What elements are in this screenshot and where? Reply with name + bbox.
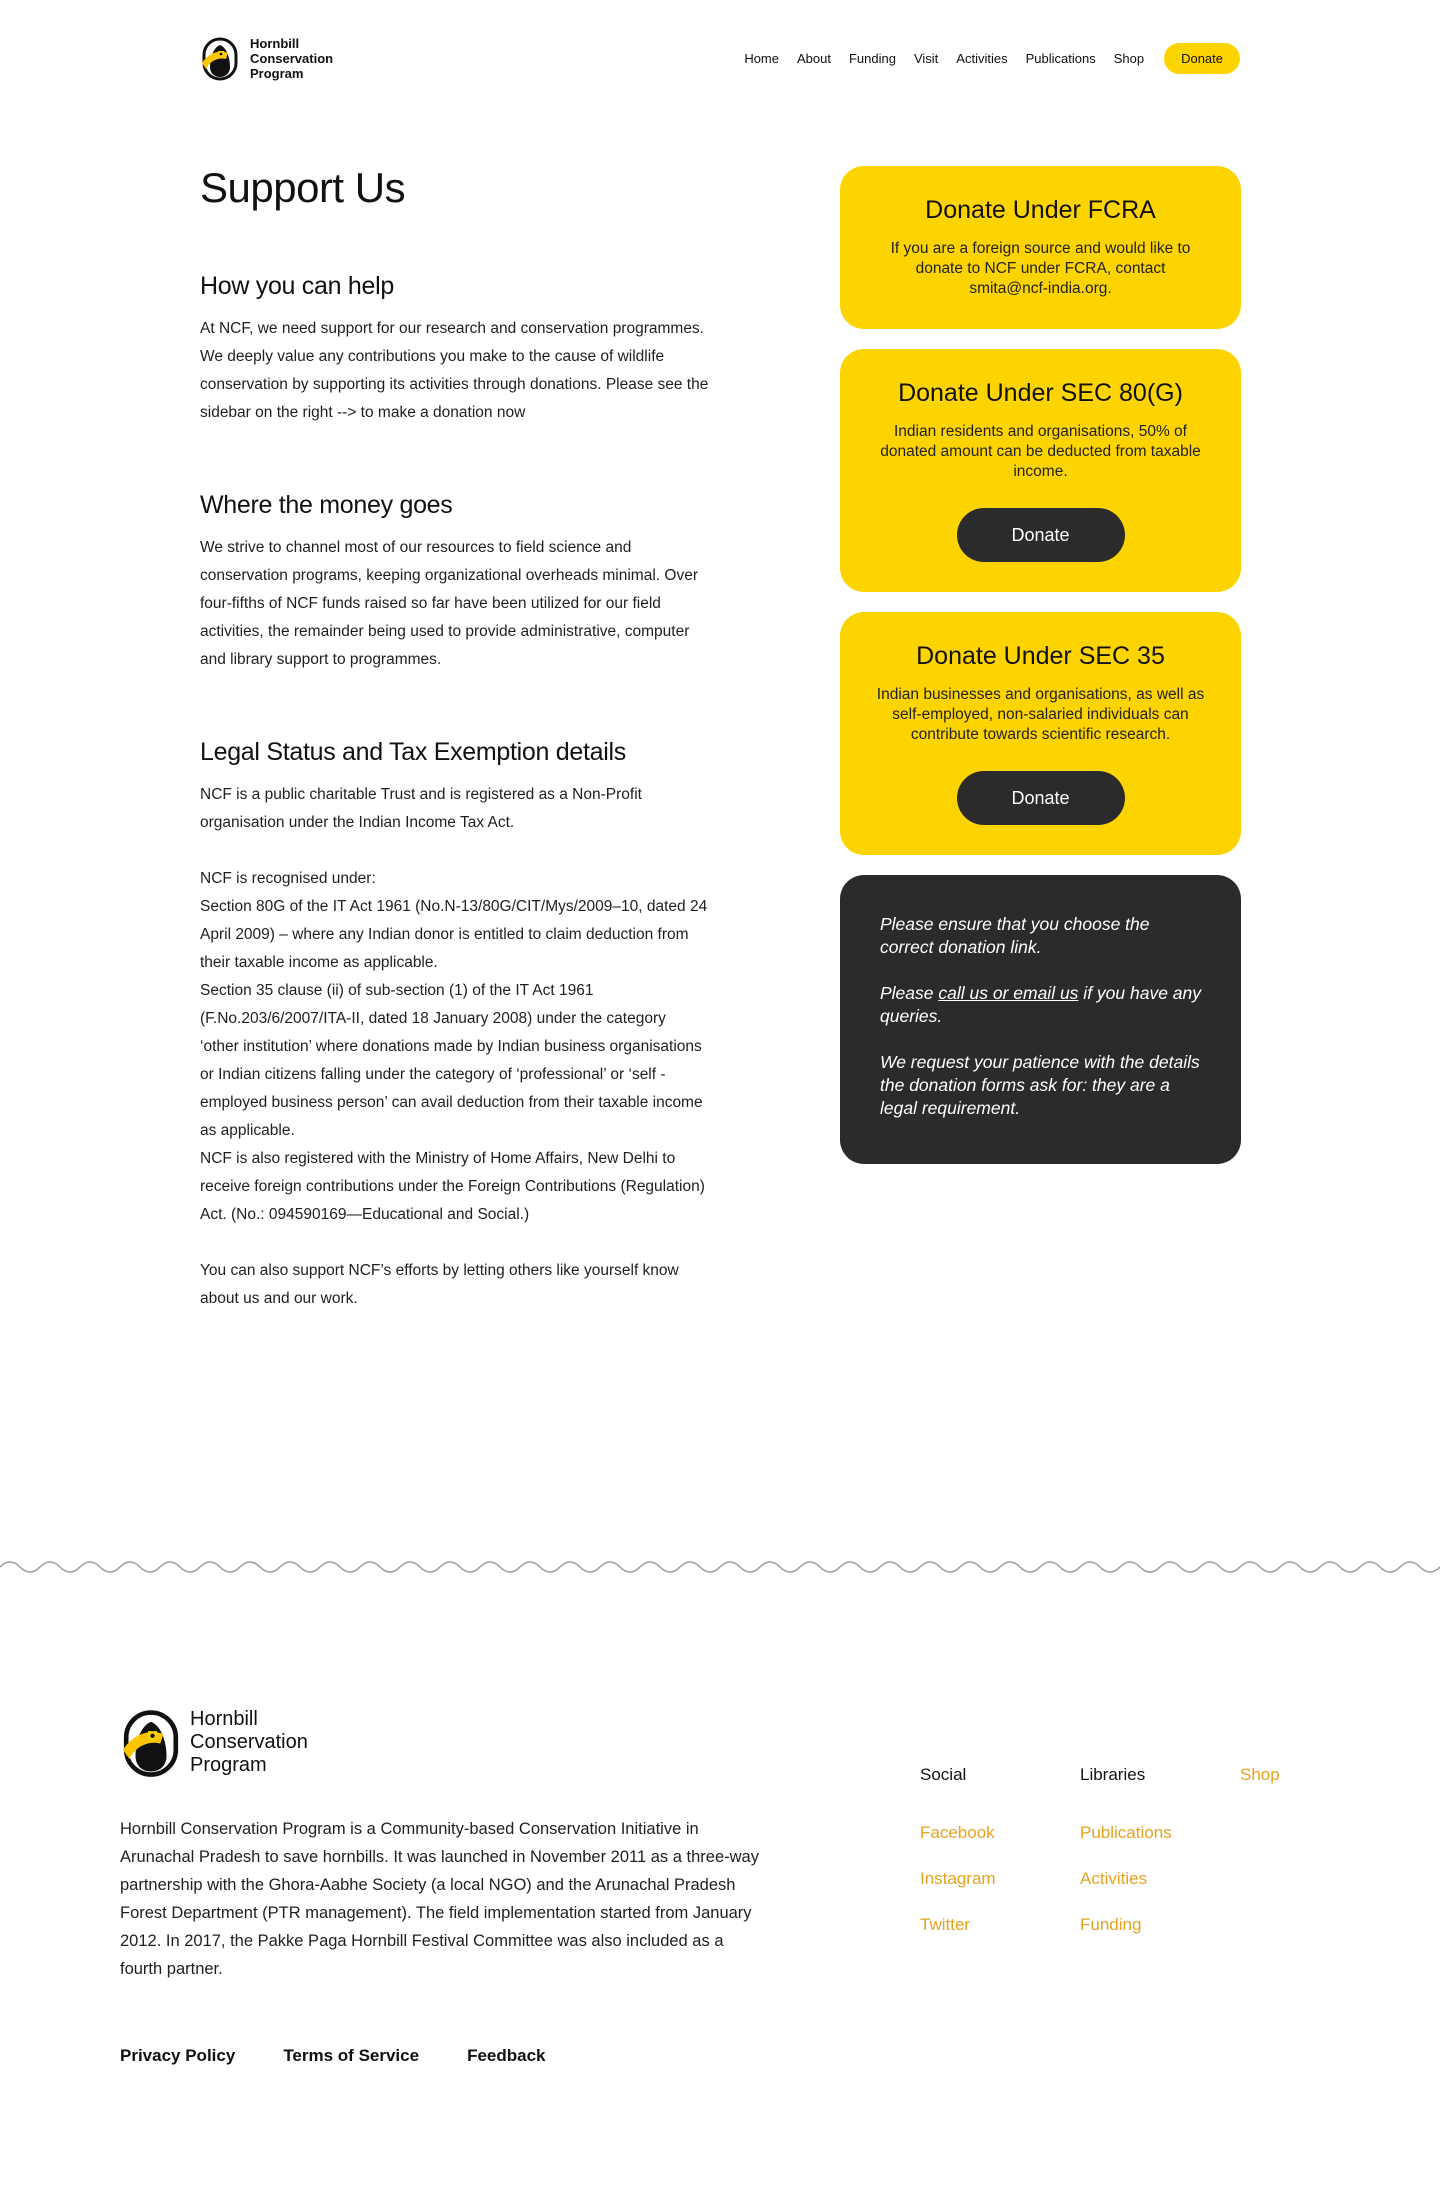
card-text: Indian residents and organisations, 50% of donated amount can be deducted from taxable income. xyxy=(880,423,1201,480)
footer-description: Hornbill Conservation Program is a Community-based Conservation Initiative in Arunachal Pradesh to save hornbills. It was launched in November 2011 as a three-way partnership with the Ghora-Aabhe Society (a local NGO) and the Arunachal Pradesh Forest Department (PTR management). The field implementation started from January 2012. In 2017, the Pakke Paga Hornbill Festival Committee was also included as a fourth partner. xyxy=(120,1820,759,1978)
section-body: NCF is a public charitable Trust and is registered as a Non-Profit organisation under the Indian Income Tax Act. NCF is recognised under: Section 80G of the IT Act 1961 (No.N-13/80G/CIT/Mys/2009–10, dated 24 April 2009) – where any Indian donor is entitled to claim deduction from their taxable income as applicable. Section 35 clause (ii) of sub-section (1) of the IT Act 1961 (F.No.203/6/2007/ITA-II, dated 18 January 2008) under the category ‘other institution’ where donations made by Indian business organisations or Indian citizens falling under the category of ‘professional’ or ‘self - employed business person’ can avail deduction from their taxable income as applicable. NCF is also registered with the Ministry of Home Affairs, New Delhi to receive foreign contributions under the Foreign Contributions (Regulation) Act. (No.: 094590169—Educational and Social.) You can also support NCF’s efforts by letting others like yourself know about us and our work. xyxy=(200,786,708,1307)
hornbill-logo-icon xyxy=(120,1703,182,1781)
brand-logo-link[interactable] xyxy=(200,33,333,83)
nav-donate-button[interactable]: Donate xyxy=(1164,43,1240,74)
footer-link-twitter[interactable]: Twitter xyxy=(920,1915,971,1934)
section-body: At NCF, we need support for our research and conservation programmes. We deeply value any contributions you make to the cause of wildlife conservation by supporting its activities through donations. Please see the sidebar on the right --> to make a donation now xyxy=(200,320,709,421)
fcra-card xyxy=(840,166,1241,329)
sec80g-card xyxy=(840,349,1241,592)
contact-link[interactable]: call us or email us xyxy=(938,983,1079,1003)
page-title xyxy=(200,164,405,212)
info-text: if you have any queries. xyxy=(880,983,1202,1026)
brand-name: Hornbill Conservation Program xyxy=(250,35,334,81)
info-line xyxy=(880,982,1201,1028)
nav-home[interactable]: Home xyxy=(744,50,779,66)
section-heading: Legal Status and Tax Exemption details xyxy=(200,738,626,766)
info-text: Please xyxy=(880,983,939,1003)
info-line: We request your patience with the details the donation forms ask for: they are a legal requirement. xyxy=(880,1052,1200,1118)
footer-col-shop xyxy=(1240,1765,1400,1961)
footer-columns xyxy=(920,1765,1400,1961)
footer-legal-links xyxy=(120,2046,546,2066)
wave-divider xyxy=(0,1555,1440,1579)
feedback-link[interactable]: Feedback xyxy=(467,2046,546,2065)
privacy-policy-link[interactable]: Privacy Policy xyxy=(120,2046,236,2065)
card-title: Donate Under SEC 80(G) xyxy=(898,379,1183,407)
card-title: Donate Under FCRA xyxy=(925,196,1156,224)
nav-funding[interactable]: Funding xyxy=(848,50,896,66)
section-how-you-can-help xyxy=(200,272,770,427)
hornbill-logo-icon xyxy=(200,33,240,83)
footer-col-social xyxy=(920,1765,1080,1961)
sec35-card xyxy=(840,612,1241,855)
section-heading: Where the money goes xyxy=(200,491,453,519)
card-text: If you are a foreign source and would like to donate to NCF under FCRA, contact smita@ncf-india.org. xyxy=(890,240,1191,297)
donate-80g-button[interactable]: Donate xyxy=(957,508,1125,562)
section-heading: How you can help xyxy=(200,272,394,300)
info-line: Please ensure that you choose the correct donation link. xyxy=(880,914,1150,957)
footer-link-shop[interactable]: Shop xyxy=(1240,1765,1280,1784)
page-title-text: Support Us xyxy=(200,164,406,211)
footer-link-funding[interactable]: Funding xyxy=(1080,1915,1142,1934)
section-legal-status xyxy=(200,738,770,1313)
footer-brand[interactable] xyxy=(120,1703,308,1781)
card-title: Donate Under SEC 35 xyxy=(916,642,1165,670)
footer-link-instagram[interactable]: Instagram xyxy=(920,1869,996,1888)
footer-link-activities[interactable]: Activities xyxy=(1080,1869,1148,1888)
nav-shop[interactable]: Shop xyxy=(1113,50,1145,66)
card-text: Indian businesses and organisations, as well as self-employed, non-salaried individuals can contribute towards scientific research. xyxy=(876,686,1205,743)
donation-sidebar xyxy=(840,166,1241,1164)
nav-activities[interactable]: Activities xyxy=(956,50,1008,66)
section-body: We strive to channel most of our resources to field science and conservation programs, keeping organizational overheads minimal. Over four-fifths of NCF funds raised so far have been utilized for our field activities, the remainder being used to provide administrative, computer and library support to programmes. xyxy=(200,539,698,668)
nav-publications[interactable]: Publications xyxy=(1025,50,1096,66)
col-heading: Libraries xyxy=(1080,1765,1146,1784)
section-where-money-goes xyxy=(200,491,770,674)
main-nav xyxy=(744,43,1240,74)
col-heading: Social xyxy=(920,1765,967,1784)
footer-brand-name: Hornbill Conservation Program xyxy=(190,1707,308,1776)
footer-col-libraries xyxy=(1080,1765,1240,1961)
footer-link-facebook[interactable]: Facebook xyxy=(920,1823,995,1842)
site-header xyxy=(200,32,1240,84)
donation-info-card xyxy=(840,875,1241,1164)
donate-35-button[interactable]: Donate xyxy=(957,771,1125,825)
nav-about[interactable]: About xyxy=(797,50,831,66)
nav-visit[interactable]: Visit xyxy=(913,50,939,66)
main-content xyxy=(200,164,770,1313)
terms-of-service-link[interactable]: Terms of Service xyxy=(283,2046,420,2065)
footer-link-publications[interactable]: Publications xyxy=(1080,1823,1172,1842)
